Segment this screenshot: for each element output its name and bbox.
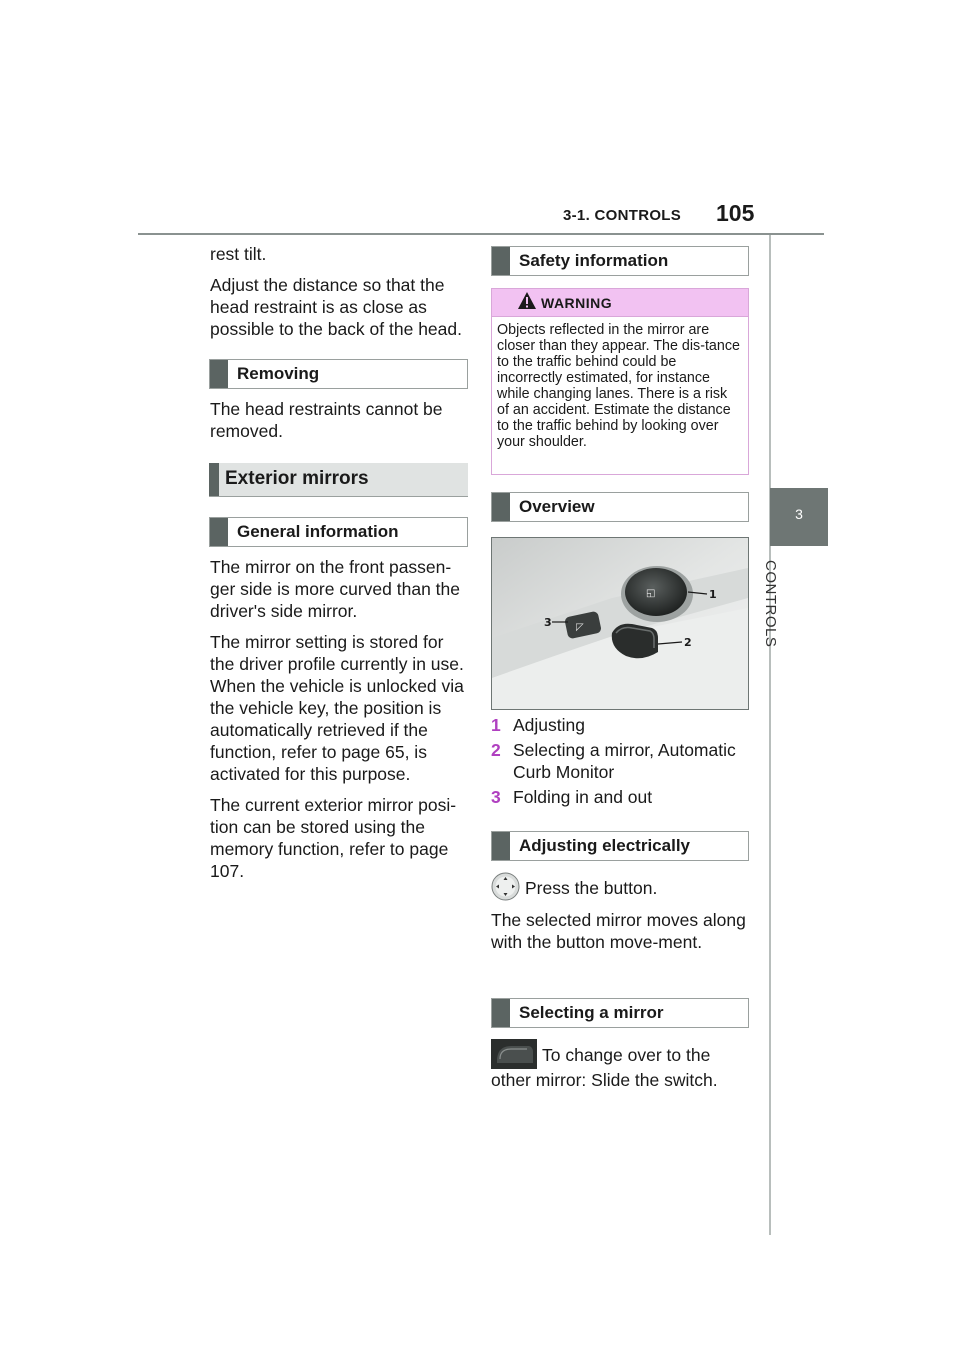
change-over-text: To change over to the xyxy=(542,1045,711,1065)
heading-text: General information xyxy=(237,522,399,541)
legend-item xyxy=(491,786,749,808)
callout-3: 3 xyxy=(544,616,552,629)
heading-text: Exterior mirrors xyxy=(225,468,369,489)
heading-bar xyxy=(209,463,219,496)
mirror-controls-illustration xyxy=(492,538,748,709)
legend-item xyxy=(491,714,749,736)
intro-text xyxy=(210,243,472,349)
legend-label: Folding in and out xyxy=(513,787,653,807)
heading-bar xyxy=(210,518,228,546)
svg-text:◸: ◸ xyxy=(576,622,584,633)
removing-text xyxy=(210,398,472,451)
intro-paragraph: rest tilt. xyxy=(210,244,267,264)
warning-title: WARNING xyxy=(541,295,613,311)
general-information-text xyxy=(210,556,472,891)
heading-selecting-a-mirror xyxy=(491,998,749,1028)
heading-exterior-mirrors xyxy=(209,463,468,497)
legend-item xyxy=(491,739,749,783)
heading-removing xyxy=(209,359,468,389)
legend-number: 3 xyxy=(491,787,501,807)
legend-label: Adjusting xyxy=(513,715,585,735)
heading-text: Safety information xyxy=(519,251,669,270)
legend-number: 2 xyxy=(491,740,501,760)
legend-label: Selecting a mirror, Automatic Curb Monitor xyxy=(513,740,736,782)
heading-bar xyxy=(210,360,228,388)
heading-text: Overview xyxy=(519,497,595,516)
mirror-switch-icon xyxy=(491,1039,537,1069)
svg-text:◱: ◱ xyxy=(646,588,656,599)
chapter-tab-label xyxy=(762,560,802,680)
heading-adjusting-electrically xyxy=(491,831,749,861)
chapter-tab-label-text: CONTROLS xyxy=(762,560,779,648)
general-paragraph: The mirror on the front passen-ger side is more curved than the driver's side mirror. xyxy=(210,557,460,621)
legend-number: 1 xyxy=(491,715,501,735)
heading-overview xyxy=(491,492,749,522)
heading-text: Adjusting electrically xyxy=(519,836,690,855)
heading-bar xyxy=(492,493,510,521)
page-number: 105 xyxy=(716,200,755,226)
callout-2: 2 xyxy=(684,636,692,649)
heading-general-information xyxy=(209,517,468,547)
callout-1: 1 xyxy=(709,588,717,601)
adjusting-text: The selected mirror moves along with the button move-ment. xyxy=(491,910,746,952)
header-divider xyxy=(138,233,824,235)
section-label: 3-1. CONTROLS xyxy=(563,207,682,224)
mirror-controls-figure xyxy=(491,537,749,710)
heading-bar xyxy=(492,832,510,860)
chapter-tab-number: 3 xyxy=(795,506,803,522)
heading-bar xyxy=(492,999,510,1027)
heading-text: Selecting a mirror xyxy=(519,1003,664,1022)
general-paragraph: The current exterior mirror posi-tion can be stored using the memory function, refer to page 107. xyxy=(210,795,457,881)
slide-switch-text: other mirror: Slide the switch. xyxy=(491,1070,718,1090)
intro-paragraph: Adjust the distance so that the head restraint is as close as possible to the back of the head. xyxy=(210,275,462,339)
heading-text: Removing xyxy=(237,364,320,383)
warning-text: Objects reflected in the mirror are closer than they appear. The dis-tance to the traffic behind could be incorrectly estimated, for instance while changing lanes. There is a risk of an accident. Estimate the distance to the traffic behind by looking over your shoulder. xyxy=(497,322,740,450)
removing-paragraph: The head restraints cannot be removed. xyxy=(210,399,443,441)
mirror-adjust-button-icon xyxy=(491,872,520,901)
general-paragraph: The mirror setting is stored for the driver profile currently in use. When the vehicle is unlocked via the vehicle key, the position is automatically retrieved if the function, refer to page 65, is activated for this purpose. xyxy=(210,632,464,784)
press-button-text: Press the button. xyxy=(525,878,658,898)
heading-safety-information xyxy=(491,246,749,276)
heading-bar xyxy=(492,247,510,275)
warning-icon xyxy=(517,291,537,311)
side-divider xyxy=(769,235,771,1235)
